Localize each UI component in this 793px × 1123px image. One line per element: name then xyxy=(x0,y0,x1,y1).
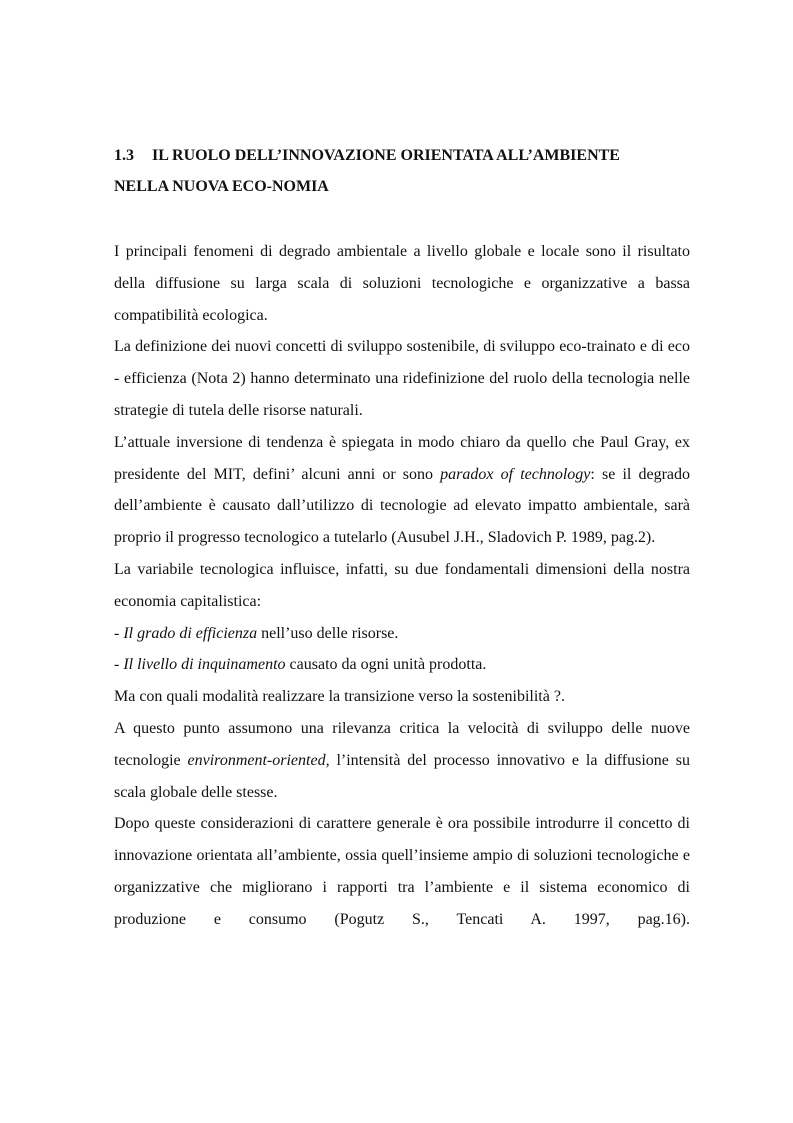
bullet-pollution-text: causato da ogni unità prodotta. xyxy=(285,656,487,674)
bullet-efficiency-text: nell’uso delle risorse. xyxy=(257,624,399,642)
bullet-efficiency xyxy=(114,618,690,650)
paragraph-5: Ma con quali modalità realizzare la transizione verso la sostenibilità ?. xyxy=(114,688,565,706)
bullet-pollution xyxy=(114,649,690,681)
section-title-line-2: NELLA NUOVA ECO-NOMIA xyxy=(114,178,329,195)
section-number: 1.3 xyxy=(114,147,134,164)
body-text xyxy=(114,236,690,936)
paragraph-3-text-b: : se il degrado dell’ambiente è causato dall’utilizzo di tecnologie ad elevato impatto ambientale, sarà proprio il progresso tecnologico a tutelarlo (Ausubel J.H., Sladovich P. 1989, pag.2). xyxy=(114,465,691,547)
bullet-efficiency-term: - Il grado di efficienza xyxy=(114,624,258,642)
paragraph-4: La variabile tecnologica influisce, infatti, su due fondamentali dimensioni della nostra economia capitalistica: xyxy=(114,560,690,610)
paragraph-1: I principali fenomeni di degrado ambientale a livello globale e locale sono il risultato della diffusione su larga scala di soluzioni tecnologiche e organizzative a bassa compatibilità ecologica. xyxy=(114,243,690,324)
paragraph-6-text-b: l’intensità del processo innovativo e la diffusione su scala globale delle stesse. xyxy=(114,751,691,801)
paragraph-3 xyxy=(114,427,690,554)
section-heading xyxy=(114,140,694,202)
paradox-of-technology-term: paradox of technology xyxy=(440,465,591,483)
paragraph-7: Dopo queste considerazioni di carattere generale è ora possibile introdurre il concetto di innovazione orientata all’ambiente, ossia quell’insieme ampio di soluzioni tecnologiche e organizzative che migliorano i rapporti tra l’ambiente e il sistema economico di produzione e consumo (Pogutz S., Tencati A. 1997, pag.16). xyxy=(114,815,690,928)
paragraph-2: La definizione dei nuovi concetti di sviluppo sostenibile, di sviluppo eco-trainato e di eco - efficienza (Nota 2) hanno determinato una ridefinizione del ruolo della tecnologia nelle strategie di tutela delle risorse naturali. xyxy=(114,338,690,419)
bullet-pollution-term: - Il livello di inquinamento xyxy=(114,656,286,674)
section-title-line-1: IL RUOLO DELL’INNOVAZIONE ORIENTATA ALL’AMBIENTE xyxy=(152,147,620,164)
paragraph-6-text-a: A questo punto assumono una rilevanza critica la velocità di sviluppo delle nuove tecnologie xyxy=(114,719,690,769)
paragraph-3-text-a: L’attuale inversione di tendenza è spiegata in modo chiaro da quello che Paul Gray, ex presidente del MIT, defini’ alcuni anni or sono xyxy=(114,433,690,483)
paragraph-6 xyxy=(114,713,690,808)
environment-oriented-term: environment-oriented, xyxy=(187,751,330,769)
